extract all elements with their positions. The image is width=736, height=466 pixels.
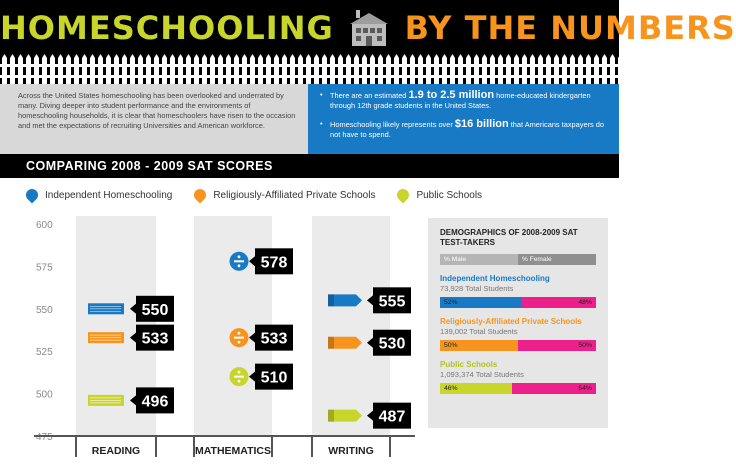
fence-picket [10,54,15,84]
eraser-band [328,294,334,306]
fence-picket [42,54,47,84]
fence-picket [250,54,255,84]
page-title [0,8,736,48]
fence-picket [58,54,63,84]
schoolhouse-icon [348,10,390,46]
legend-item-religious [194,189,375,201]
fence-picket [418,54,423,84]
male-share: 46% [440,383,512,394]
chart-legend [26,186,504,204]
fence-picket [618,54,623,84]
fence-picket [370,54,375,84]
male-share: 50% [440,340,518,351]
fence-picket [602,54,607,84]
fence-picket [578,54,583,84]
y-tick-label: 550 [36,304,53,316]
fence-picket [570,54,575,84]
fence-picket [490,54,495,84]
category-label: READING [91,445,141,457]
fence-picket [426,54,431,84]
fact-text: home-educated kindergarten through 12th grade students in the United States. [330,91,591,110]
fence-picket [322,54,327,84]
divide-dot [238,332,241,335]
fence-picket [114,54,119,84]
fact-highlight: $16 billion [454,118,509,130]
fence-picket [74,54,79,84]
title-part-1: HOMESCHOOLING [0,9,334,47]
demographics-title: DEMOGRAPHICS OF 2008-2009 SAT TEST-TAKERS [440,228,578,247]
section-title: COMPARING 2008 - 2009 SAT SCORES [0,154,619,178]
fence-picket [482,54,487,84]
y-tick-label: 475 [36,432,53,443]
fence-picket [282,54,287,84]
male-share: 52% [440,297,521,308]
female-key: % Female [518,254,596,265]
fence-picket [146,54,151,84]
value-label: 530 [378,335,406,353]
group-name: Religiously-Affiliated Private Schools [440,317,582,326]
fence-picket [226,54,231,84]
fence-picket [258,54,263,84]
fact-text: Homeschooling likely represents over [330,120,455,129]
legend-label: Public Schools [416,189,483,201]
fence-picket [210,54,215,84]
fence-picket [610,54,615,84]
category-label: WRITING [328,445,374,457]
fence-picket [290,54,295,84]
fence-picket [530,54,535,84]
value-label: 550 [141,301,169,319]
value-label: 533 [260,330,288,348]
fence-picket [522,54,527,84]
fence-picket [458,54,463,84]
fence-picket [442,54,447,84]
fence-picket [474,54,479,84]
male-key: % Male [440,254,518,265]
demographic-group [440,274,596,308]
fence-picket [594,54,599,84]
value-label: 578 [260,254,288,272]
fence-picket [498,54,503,84]
group-total: 1,093,374 Total Students [440,370,524,379]
demographics-panel [428,218,608,428]
gender-bar [440,297,596,308]
fence-picket [26,54,31,84]
fence-picket [546,54,551,84]
fence-picket [330,54,335,84]
fence-picket [586,54,591,84]
fence-picket [562,54,567,84]
gender-bar [440,383,596,394]
fact-text: There are an estimated [330,91,409,100]
drop-icon [395,187,412,204]
divide-dot [238,341,241,344]
fence-picket [98,54,103,84]
picket-fence [0,52,619,84]
fence-picket [154,54,159,84]
fence-picket [434,54,439,84]
legend-label: Independent Homeschooling [45,189,173,201]
fence-picket [466,54,471,84]
title-part-2: BY THE NUMBERS [404,9,736,47]
bullet-icon: • [320,90,323,99]
fence-picket [386,54,391,84]
bullet-icon: • [320,119,323,128]
facts-panel [308,84,619,154]
intro-text: Across the United States homeschooling has been overlooked and underrated by many. Diving deeper into student performance and the environments of homeschooling households, it is clear that homeschoolers have risen to the occasion and met the expectations of recruiting Universities and American workforce. [0,84,308,154]
fence-picket [122,54,127,84]
fence-picket [266,54,271,84]
eraser-band [328,337,334,349]
fence-picket [402,54,407,84]
divide-bar [234,376,244,378]
gender-key [440,254,596,265]
eraser-band [328,410,334,422]
fence-picket [314,54,319,84]
fence-picket [178,54,183,84]
fence-picket [346,54,351,84]
fact-item [320,119,609,140]
group-total: 73,928 Total Students [440,284,514,293]
fence-picket [34,54,39,84]
fence-picket [306,54,311,84]
divide-bar [234,260,244,262]
category-label: MATHEMATICS [194,445,272,457]
drop-icon [24,187,41,204]
value-label: 487 [378,408,406,426]
fence-picket [410,54,415,84]
female-share: 48% [521,297,596,308]
fence-picket [162,54,167,84]
fence-picket [218,54,223,84]
divide-bar [234,337,244,339]
divide-dot [238,380,241,383]
value-label: 533 [141,330,169,348]
gender-bar [440,340,596,351]
fence-picket [194,54,199,84]
value-label: 555 [378,293,406,311]
legend-item-public [397,189,482,201]
y-tick-label: 600 [36,220,53,231]
y-tick-label: 525 [36,347,53,359]
fence-picket [50,54,55,84]
fence-picket [130,54,135,84]
fence-picket [66,54,71,84]
fence-picket [450,54,455,84]
fence-picket [202,54,207,84]
group-name: Public Schools [440,360,498,369]
fence-picket [514,54,519,84]
female-share: 50% [518,340,596,351]
demographic-group [440,317,596,351]
value-label: 496 [141,393,169,411]
fence-picket [354,54,359,84]
divide-dot [238,371,241,374]
fence-picket [506,54,511,84]
drop-icon [192,187,209,204]
fence-picket [394,54,399,84]
fact-highlight: 1.9 to 2.5 million [408,89,495,101]
group-total: 139,002 Total Students [440,327,518,336]
fence-picket [18,54,23,84]
female-share: 54% [512,383,596,394]
fence-picket [138,54,143,84]
fact-item [320,90,609,111]
fence-picket [298,54,303,84]
fence-picket [538,54,543,84]
fence-picket [106,54,111,84]
group-name: Independent Homeschooling [440,274,550,283]
fence-picket [82,54,87,84]
legend-label: Religiously-Affiliated Private Schools [213,189,376,201]
fence-picket [338,54,343,84]
header-banner [0,0,736,84]
fence-picket [186,54,191,84]
fence-picket [2,54,7,84]
divide-dot [238,264,241,267]
fence-picket [242,54,247,84]
fact-text: that Americans taxpayers do not have to spend. [330,120,604,139]
fence-picket [170,54,175,84]
y-tick-label: 500 [36,389,53,401]
fence-picket [554,54,559,84]
fence-picket [362,54,367,84]
divide-dot [238,255,241,258]
fence-picket [378,54,383,84]
fence-picket [274,54,279,84]
legend-item-independent [26,189,172,201]
y-tick-label: 575 [36,262,53,274]
fence-picket [234,54,239,84]
fence-picket [90,54,95,84]
demographic-group [440,360,596,394]
value-label: 510 [260,369,288,387]
